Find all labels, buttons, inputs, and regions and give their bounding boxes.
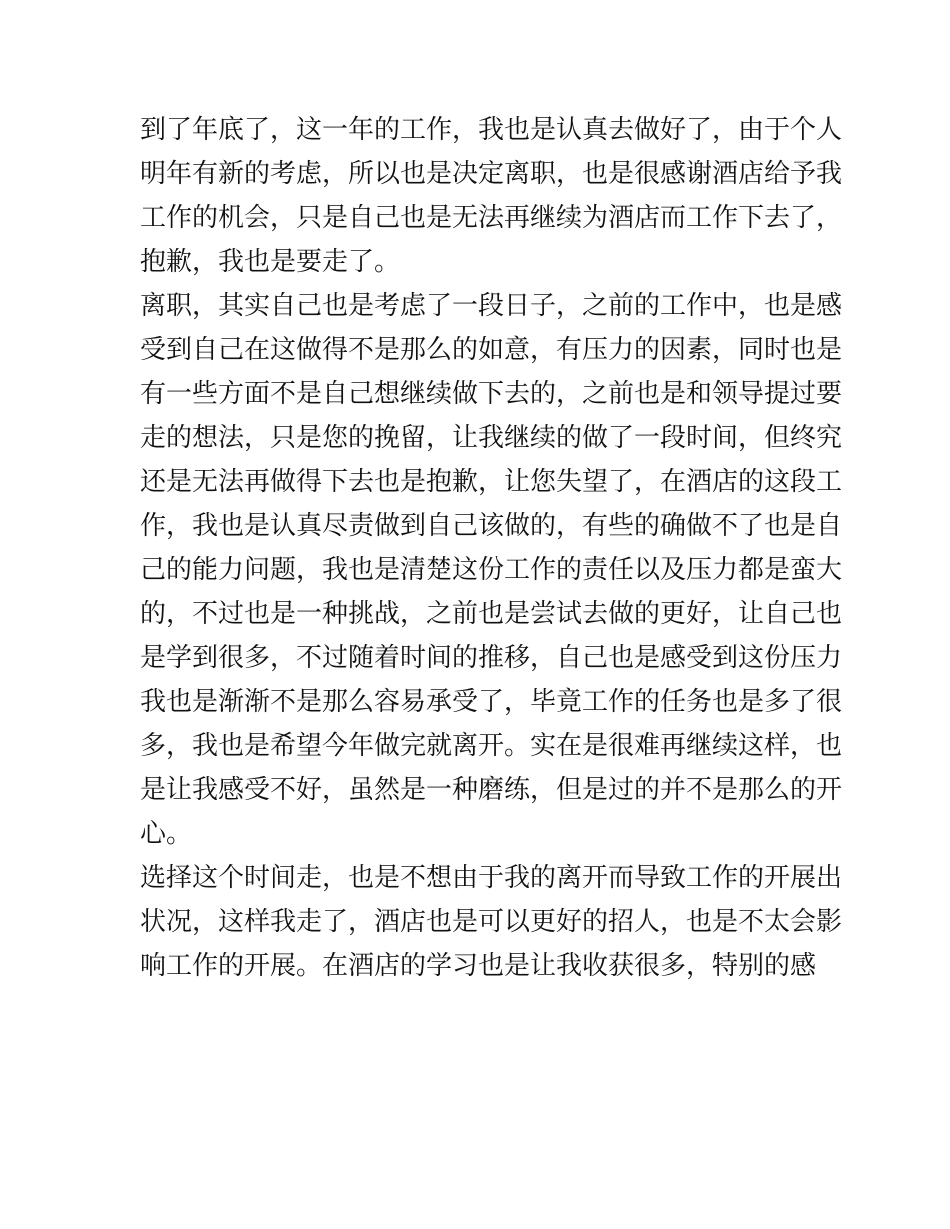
text-line-8: 走的想法，只是您的挽留，让我继续的做了一段时间，但终究 <box>140 423 843 453</box>
text-line-19: 状况，这样我走了，酒店也是可以更好的招人，也是不太会影 <box>140 907 843 937</box>
text-line-7: 有一些方面不是自己想继续做下去的，之前也是和领导提过要 <box>140 379 843 409</box>
text-line-13: 是学到很多，不过随着时间的推移，自己也是感受到这份压力 <box>140 643 843 673</box>
letter-body <box>140 108 843 988</box>
text-line-11: 己的能力问题，我也是清楚这份工作的责任以及压力都是蛮大 <box>140 555 843 585</box>
text-line-3: 工作的机会，只是自己也是无法再继续为酒店而工作下去了， <box>140 203 843 233</box>
text-line-9: 还是无法再做得下去也是抱歉，让您失望了，在酒店的这段工 <box>140 467 843 497</box>
text-line-2: 明年有新的考虑，所以也是决定离职，也是很感谢酒店给予我 <box>140 159 843 189</box>
text-line-17: 心。 <box>140 819 193 849</box>
text-line-15: 多，我也是希望今年做完就离开。实在是很难再继续这样，也 <box>140 731 843 761</box>
text-line-5: 离职，其实自己也是考虑了一段日子，之前的工作中，也是感 <box>140 291 843 321</box>
text-line-10: 作，我也是认真尽责做到自己该做的，有些的确做不了也是自 <box>140 511 843 541</box>
text-line-4: 抱歉，我也是要走了。 <box>140 247 401 277</box>
text-line-20: 响工作的开展。在酒店的学习也是让我收获很多，特别的感 <box>140 951 817 981</box>
text-line-12: 的，不过也是一种挑战，之前也是尝试去做的更好，让自己也 <box>140 599 843 629</box>
text-line-6: 受到自己在这做得不是那么的如意，有压力的因素，同时也是 <box>140 335 843 365</box>
text-line-14: 我也是渐渐不是那么容易承受了，毕竟工作的任务也是多了很 <box>140 687 843 717</box>
text-line-1: 到了年底了，这一年的工作，我也是认真去做好了，由于个人 <box>140 115 843 145</box>
text-line-18: 选择这个时间走，也是不想由于我的离开而导致工作的开展出 <box>140 863 843 893</box>
text-line-16: 是让我感受不好，虽然是一种磨练，但是过的并不是那么的开 <box>140 775 843 805</box>
